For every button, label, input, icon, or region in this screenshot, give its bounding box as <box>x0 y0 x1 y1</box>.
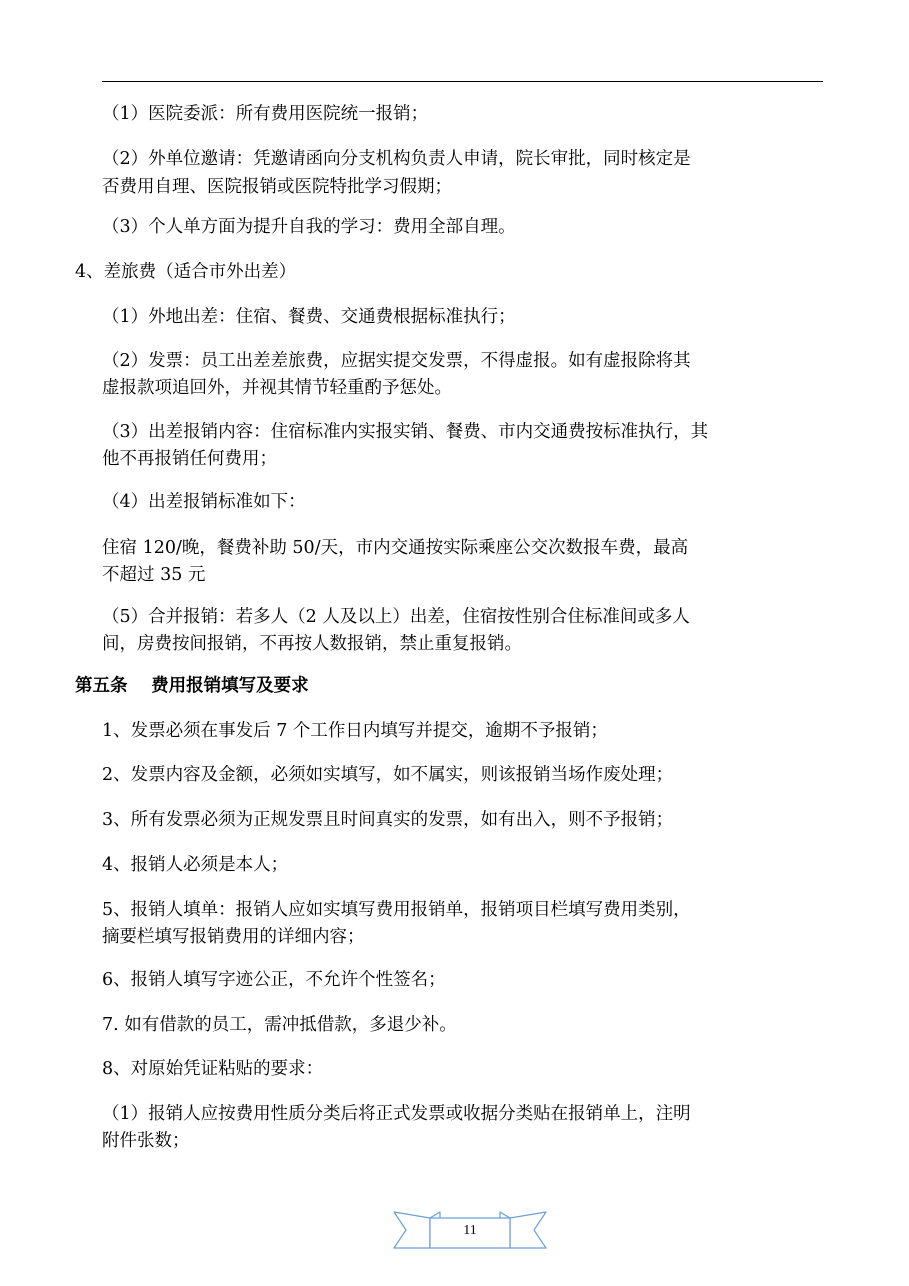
paragraph-line: （3）个人单方面为提升自我的学习：费用全部自理。 <box>102 217 516 237</box>
paragraph-line: （5）合并报销：若多人（2 人及以上）出差，住宿按性别合住标准间或多人 <box>102 607 690 627</box>
paragraph-line: 不超过 35 元 <box>102 565 206 585</box>
paragraph-line: 8、对原始凭证粘贴的要求： <box>102 1059 324 1079</box>
article-heading: 第五条 费用报销填写及要求 <box>75 676 309 696</box>
paragraph-line: （1）外地出差：住宿、餐费、交通费根据标准执行； <box>102 307 516 327</box>
paragraph-line: 2、发票内容及金额，必须如实填写，如不属实，则该报销当场作废处理； <box>102 765 674 785</box>
paragraph-line: （3）出差报销内容：住宿标准内实报实销、餐费、市内交通费按标准执行，其 <box>102 422 709 442</box>
section-heading-travel: 4、差旅费（适合市外出差） <box>75 262 297 282</box>
paragraph-line: 3、所有发票必须为正规发票且时间真实的发票，如有出入，则不予报销； <box>102 810 674 830</box>
paragraph-line: （4）出差报销标准如下： <box>102 492 306 512</box>
paragraph-line: （1）报销人应按费用性质分类后将正式发票或收据分类贴在报销单上，注明 <box>102 1104 691 1124</box>
paragraph-line: 6、报销人填写字迹公正，不允许个性签名； <box>102 970 446 990</box>
paragraph-line: （1）医院委派：所有费用医院统一报销； <box>102 104 429 124</box>
paragraph-line: 间，房费按间报销，不再按人数报销，禁止重复报销。 <box>102 634 522 654</box>
paragraph-line: 5、报销人填单：报销人应如实填写费用报销单，报销项目栏填写费用类别， <box>102 900 691 920</box>
paragraph-line: 7. 如有借款的员工，需冲抵借款，多退少补。 <box>102 1015 457 1035</box>
paragraph-line: 否费用自理、医院报销或医院特批学习假期； <box>102 177 452 197</box>
paragraph-line: 附件张数； <box>102 1131 190 1151</box>
paragraph-line: （2）发票：员工出差差旅费，应据实提交发票，不得虚报。如有虚报除将其 <box>102 351 691 371</box>
page-footer-ribbon <box>392 1208 548 1254</box>
paragraph-line: 他不再报销任何费用； <box>102 449 277 469</box>
paragraph-line: 4、报销人必须是本人； <box>102 855 289 875</box>
paragraph-line: 摘要栏填写报销费用的详细内容； <box>102 927 365 947</box>
paragraph-line: 1、发票必须在事发后 7 个工作日内填写并提交，逾期不予报销； <box>102 721 608 741</box>
paragraph-line: 虚报款项追回外，并视其情节轻重酌予惩处。 <box>102 378 452 398</box>
paragraph-line: 住宿 120/晚，餐费补助 50/天，市内交通按实际乘座公交次数报车费，最高 <box>102 538 689 558</box>
page-number: 11 <box>463 1223 477 1238</box>
paragraph-line: （2）外单位邀请：凭邀请函向分支机构负责人申请，院长审批，同时核定是 <box>102 149 691 169</box>
header-rule <box>102 81 823 82</box>
